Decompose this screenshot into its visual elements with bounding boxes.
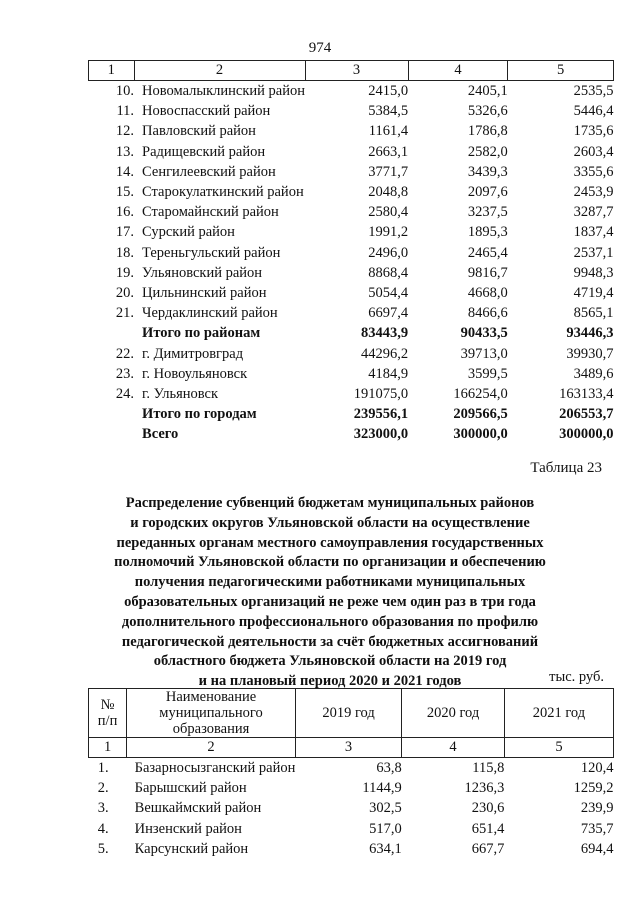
column-number: 3 xyxy=(305,61,408,81)
municipality-name: Старокулаткинский район xyxy=(142,184,304,201)
municipality-name: Павловский район xyxy=(142,123,256,140)
value-2021: 206553,7 xyxy=(559,406,614,423)
table-row xyxy=(89,182,614,202)
municipality-name: г. Ульяновск xyxy=(142,386,219,403)
municipality-name: Радищевский район xyxy=(142,143,266,160)
value-2021: 39930,7 xyxy=(566,345,614,362)
table-row xyxy=(89,101,614,121)
column-header-2020: 2020 год xyxy=(402,689,505,738)
table-row xyxy=(89,202,614,222)
value-2020: 209566,5 xyxy=(453,406,508,423)
table-row xyxy=(89,778,614,798)
row-number: 17. xyxy=(115,224,135,241)
value-2021: 2537,1 xyxy=(573,244,614,261)
units-label: тыс. руб. xyxy=(549,669,604,685)
table-row xyxy=(89,263,614,283)
value-2019: 2580,4 xyxy=(368,204,409,221)
table-row xyxy=(89,283,614,303)
column-header-2021: 2021 год xyxy=(504,689,613,738)
value-2019: 6697,4 xyxy=(368,305,409,322)
row-number xyxy=(89,323,135,343)
municipality-name: Всего xyxy=(142,426,179,443)
municipality-name: Старомайнский район xyxy=(142,204,279,221)
value-2021: 3287,7 xyxy=(573,204,614,221)
value-2020: 2582,0 xyxy=(467,143,508,160)
column-number: 2 xyxy=(134,61,305,81)
value-2019: 1144,9 xyxy=(362,780,402,797)
table-row xyxy=(89,364,614,384)
table-row xyxy=(89,344,614,364)
table-row xyxy=(89,303,614,323)
column-number: 4 xyxy=(402,738,505,758)
municipality-name: Тереньгульский район xyxy=(142,244,281,261)
value-2020: 39713,0 xyxy=(460,345,508,362)
value-2019: 4184,9 xyxy=(368,365,409,382)
municipality-name: Сенгилеевский район xyxy=(142,163,276,180)
value-2021: 239,9 xyxy=(580,800,614,817)
page-number: 974 xyxy=(308,40,332,56)
value-2021: 300000,0 xyxy=(559,426,614,443)
value-2020: 2465,4 xyxy=(467,244,508,261)
table-row xyxy=(89,404,614,424)
value-2019: 3771,7 xyxy=(368,163,409,180)
row-number: 10. xyxy=(115,83,135,99)
subvention-table xyxy=(88,688,614,859)
municipality-name: Новомалыклинский район xyxy=(142,83,305,99)
value-2020: 3439,3 xyxy=(467,163,508,180)
municipality-name: Базарносызганский район xyxy=(134,760,296,776)
value-2020: 90433,5 xyxy=(460,325,508,342)
table-row xyxy=(89,384,614,404)
column-number: 1 xyxy=(89,61,135,81)
row-number: 23. xyxy=(115,365,135,382)
row-number: 12. xyxy=(115,123,135,140)
table-row xyxy=(89,162,614,182)
value-2021: 4719,4 xyxy=(573,285,614,302)
value-2020: 2097,6 xyxy=(467,184,508,201)
row-number: 3. xyxy=(97,800,109,817)
row-number: 15. xyxy=(115,184,135,201)
value-2021: 3489,6 xyxy=(573,365,614,382)
value-2020: 2405,1 xyxy=(467,83,508,99)
value-2019: 517,0 xyxy=(369,820,402,837)
table-row xyxy=(89,121,614,141)
table-row xyxy=(89,819,614,839)
value-2020: 1786,8 xyxy=(467,123,508,140)
municipality-name: Цильнинский район xyxy=(142,285,267,302)
value-2021: 8565,1 xyxy=(573,305,614,322)
value-2019: 1991,2 xyxy=(368,224,409,241)
value-2019: 44296,2 xyxy=(360,345,409,362)
value-2019: 83443,9 xyxy=(360,325,409,342)
table-row xyxy=(89,81,614,102)
table-title: Распределение субвенций бюджетам муниципальных районов и городских округов Ульяновской области на осуществление переданных органам местного самоуправления государственных полномочий Ульяновской области по организации и обеспечению получения педагогическими работниками муниципальных образовательных организаций не реже чем один раз в три года дополнительного профессионального образования по профилю педагогической деятельности за счёт бюджетных ассигнований областного бюджета Ульяновской области на 2019 год и на плановый период 2020 и 2021 годов xyxy=(114,495,546,690)
municipality-name: Чердаклинский район xyxy=(142,305,278,322)
row-number: 4. xyxy=(97,820,109,837)
value-2019: 8868,4 xyxy=(368,264,409,281)
row-number xyxy=(89,424,135,444)
value-2021: 1837,4 xyxy=(573,224,614,241)
value-2020: 115,8 xyxy=(472,760,505,776)
value-2020: 3237,5 xyxy=(467,204,508,221)
table-row xyxy=(89,424,614,444)
value-2021: 5446,4 xyxy=(573,103,614,120)
value-2020: 8466,6 xyxy=(467,305,508,322)
column-header-number: № п/п xyxy=(89,689,127,738)
value-2020: 9816,7 xyxy=(467,264,508,281)
value-2020: 230,6 xyxy=(471,800,505,817)
value-2020: 300000,0 xyxy=(453,426,508,443)
value-2021: 3355,6 xyxy=(573,163,614,180)
value-2019: 2663,1 xyxy=(368,143,409,160)
row-number: 11. xyxy=(116,103,135,120)
value-2021: 2535,5 xyxy=(573,83,614,99)
value-2021: 163133,4 xyxy=(559,386,614,403)
value-2021: 2453,9 xyxy=(573,184,614,201)
column-number: 4 xyxy=(408,61,508,81)
value-2019: 323000,0 xyxy=(353,426,409,443)
subvention-table-continued xyxy=(88,60,614,445)
row-number: 24. xyxy=(115,386,135,403)
municipality-name: Ульяновский район xyxy=(142,264,263,281)
value-2020: 667,7 xyxy=(471,840,505,857)
column-number: 5 xyxy=(504,738,613,758)
row-number: 1. xyxy=(97,760,109,776)
row-number: 20. xyxy=(115,285,135,302)
value-2019: 2415,0 xyxy=(368,83,409,99)
municipality-name: Карсунский район xyxy=(134,840,249,857)
municipality-name: Итого по районам xyxy=(142,325,261,342)
row-number: 14. xyxy=(115,163,135,180)
value-2020: 1895,3 xyxy=(467,224,508,241)
value-2021: 1735,6 xyxy=(573,123,614,140)
table-row xyxy=(89,758,614,779)
value-2019: 2496,0 xyxy=(368,244,409,261)
municipality-name: г. Новоульяновск xyxy=(142,365,248,382)
value-2020: 3599,5 xyxy=(467,365,508,382)
value-2019: 191075,0 xyxy=(353,386,409,403)
table-row xyxy=(89,323,614,343)
row-number: 18. xyxy=(115,244,135,261)
value-2021: 93446,3 xyxy=(566,325,614,342)
value-2019: 634,1 xyxy=(369,840,402,857)
value-2021: 1259,2 xyxy=(573,780,614,797)
column-header-row xyxy=(89,689,614,738)
value-2021: 735,7 xyxy=(580,820,614,837)
table-row xyxy=(89,839,614,859)
value-2019: 63,8 xyxy=(376,760,402,776)
column-number: 1 xyxy=(89,738,127,758)
column-number: 5 xyxy=(508,61,614,81)
value-2019: 302,5 xyxy=(369,800,402,817)
value-2020: 651,4 xyxy=(471,820,505,837)
column-header-2019: 2019 год xyxy=(295,689,401,738)
municipality-name: Инзенский район xyxy=(134,820,242,837)
value-2020: 5326,6 xyxy=(467,103,508,120)
value-2020: 166254,0 xyxy=(453,386,508,403)
value-2021: 2603,4 xyxy=(573,143,614,160)
column-number: 2 xyxy=(127,738,296,758)
table-row xyxy=(89,243,614,263)
row-number xyxy=(89,404,135,424)
column-header-name: Наименование муниципального образования xyxy=(127,689,296,738)
row-number: 2. xyxy=(97,780,109,797)
value-2019: 5384,5 xyxy=(368,103,409,120)
municipality-name: Итого по городам xyxy=(142,406,257,423)
column-number-row xyxy=(89,61,614,81)
value-2019: 239556,1 xyxy=(353,406,409,423)
column-number-row xyxy=(89,738,614,758)
value-2020: 4668,0 xyxy=(467,285,508,302)
value-2019: 5054,4 xyxy=(368,285,409,302)
row-number: 5. xyxy=(97,840,109,857)
municipality-name: Барышский район xyxy=(134,780,247,797)
municipality-name: Сурский район xyxy=(142,224,235,241)
value-2019: 1161,4 xyxy=(368,123,409,140)
municipality-name: г. Димитровград xyxy=(142,345,244,362)
value-2020: 1236,3 xyxy=(464,780,505,797)
table-row xyxy=(89,142,614,162)
row-number: 21. xyxy=(115,305,135,322)
value-2021: 694,4 xyxy=(580,840,614,857)
row-number: 19. xyxy=(115,264,135,281)
municipality-name: Новоспасский район xyxy=(142,103,271,120)
value-2019: 2048,8 xyxy=(368,184,409,201)
column-number: 3 xyxy=(295,738,401,758)
table-row xyxy=(89,222,614,242)
row-number: 13. xyxy=(115,143,135,160)
row-number: 16. xyxy=(115,204,135,221)
value-2021: 9948,3 xyxy=(573,264,614,281)
table-label: Таблица 23 xyxy=(530,460,602,476)
municipality-name: Вешкаймский район xyxy=(134,800,262,817)
value-2021: 120,4 xyxy=(580,760,614,776)
row-number: 22. xyxy=(115,345,135,362)
table-row xyxy=(89,798,614,818)
